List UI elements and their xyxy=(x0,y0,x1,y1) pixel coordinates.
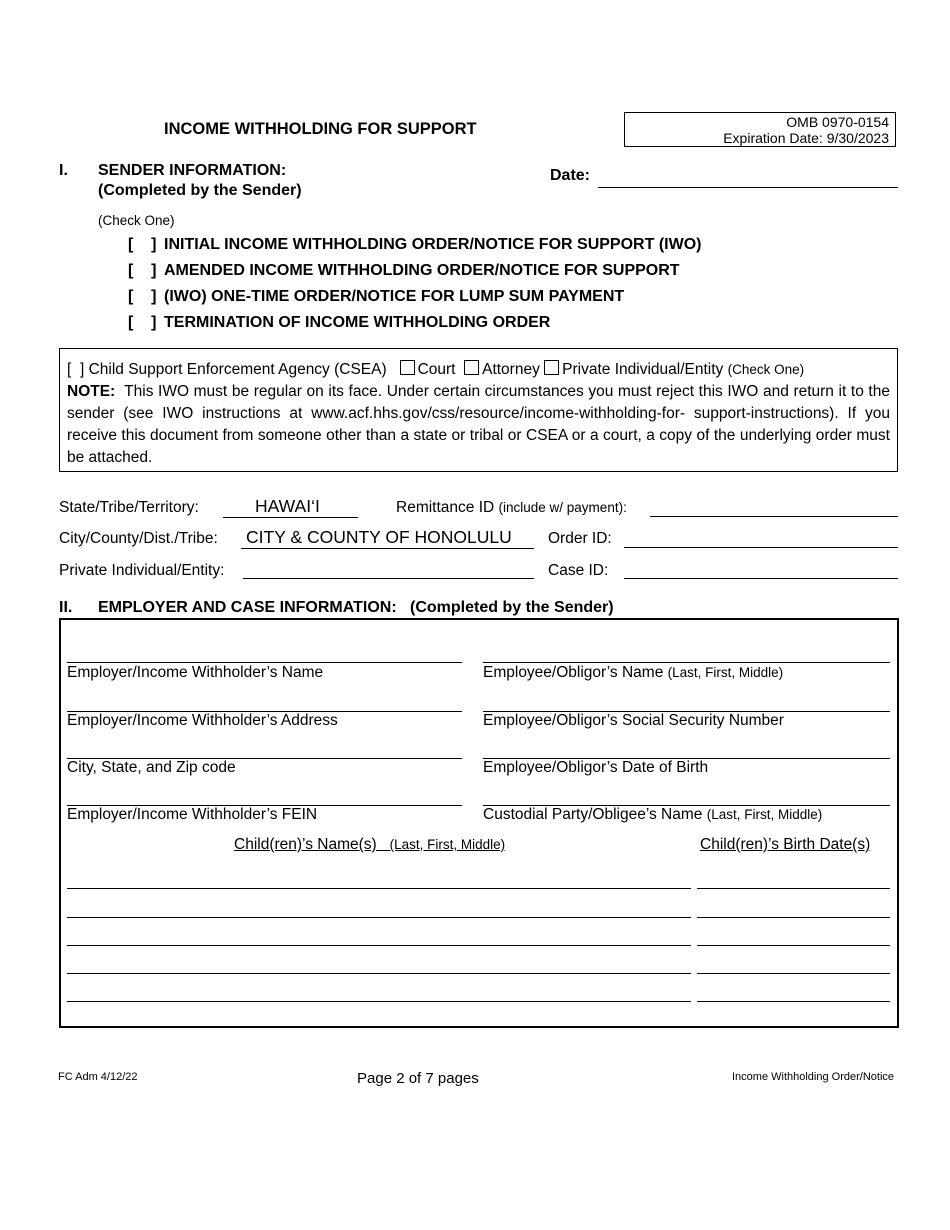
employee-name-hint: (Last, First, Middle) xyxy=(667,665,784,680)
option-label: INITIAL INCOME WITHHOLDING ORDER/NOTICE FOR SUPPORT (IWO) xyxy=(164,236,702,253)
employee-dob-label: Employee/Obligor’s Date of Birth xyxy=(483,759,709,776)
employer-name-field[interactable] xyxy=(67,662,462,663)
employee-ssn-label: Employee/Obligor’s Social Security Number xyxy=(483,712,784,729)
child-name-field[interactable] xyxy=(67,888,691,889)
children-dob-header: Child(ren)’s Birth Date(s) xyxy=(700,836,871,853)
sender-type-box xyxy=(59,348,898,472)
check-one-label: (Check One) xyxy=(98,213,175,228)
option-checkbox[interactable]: [ ] xyxy=(128,314,157,331)
city-field[interactable] xyxy=(241,548,534,549)
private-checkbox[interactable] xyxy=(544,360,559,375)
option-checkbox[interactable]: [ ] xyxy=(128,262,157,279)
note-text: This IWO must be regular on its face. Under certain circumstances you must reject this IWO and return it to the sender (see IWO instructions at www.acf.hhs.gov/css/resource/income-withholding-for- support-instructions). If you receive this document from someone other than a state or tribal or CSEA or a court, a copy of the underlying order must be attached. xyxy=(67,383,890,466)
court-label: Court xyxy=(417,361,456,378)
expiration-date: Expiration Date: 9/30/2023 xyxy=(723,130,889,146)
city-label: City/County/Dist./Tribe: xyxy=(59,530,218,547)
option-termination[interactable] xyxy=(128,314,550,332)
custodial-name-label: Custodial Party/Obligee’s Name (Last, First, Middle) xyxy=(483,806,823,823)
court-checkbox[interactable] xyxy=(400,360,415,375)
section2-subtitle: (Completed by the Sender) xyxy=(410,599,614,616)
child-dob-field[interactable] xyxy=(697,1001,890,1002)
form-title: INCOME WITHHOLDING FOR SUPPORT xyxy=(164,120,477,138)
note-paragraph xyxy=(67,381,890,469)
sender-type-row xyxy=(67,359,890,381)
child-dob-field[interactable] xyxy=(697,888,890,889)
csea-label: Child Support Enforcement Agency (CSEA) xyxy=(88,361,387,378)
child-dob-field[interactable] xyxy=(697,945,890,946)
city-state-zip-label: City, State, and Zip code xyxy=(67,759,236,776)
remittance-hint: (include w/ payment): xyxy=(498,500,627,515)
state-field[interactable] xyxy=(223,517,358,518)
children-names-header: Child(ren)’s Name(s) (Last, First, Middle) xyxy=(234,836,506,853)
order-id-label: Order ID: xyxy=(548,530,612,547)
child-name-field[interactable] xyxy=(67,945,691,946)
remittance-label: Remittance ID (include w/ payment): xyxy=(396,499,627,516)
footer-form-code: FC Adm 4/12/22 xyxy=(58,1071,138,1083)
section2-title-row xyxy=(98,599,614,617)
city-value: CITY & COUNTY OF HONOLULU xyxy=(246,527,512,547)
employer-name-label: Employer/Income Withholder’s Name xyxy=(67,664,324,681)
csea-checkbox[interactable]: [ ] xyxy=(67,361,85,378)
omb-box xyxy=(624,112,896,147)
check-one-hint: (Check One) xyxy=(727,362,805,377)
option-checkbox[interactable]: [ ] xyxy=(128,288,157,305)
section1-subtitle: (Completed by the Sender) xyxy=(98,182,302,199)
option-label: (IWO) ONE-TIME ORDER/NOTICE FOR LUMP SUM PAYMENT xyxy=(164,288,625,305)
note-label: NOTE: xyxy=(67,383,116,400)
employer-case-box xyxy=(59,618,899,1028)
employee-name-label: Employee/Obligor’s Name (Last, First, Middle) xyxy=(483,664,784,681)
option-amended[interactable] xyxy=(128,262,680,280)
employer-fein-label: Employer/Income Withholder’s FEIN xyxy=(67,806,318,823)
option-label: AMENDED INCOME WITHHOLDING ORDER/NOTICE FOR SUPPORT xyxy=(164,262,680,279)
option-label: TERMINATION OF INCOME WITHHOLDING ORDER xyxy=(164,314,551,331)
remittance-field[interactable] xyxy=(650,516,898,517)
footer-page-number: Page 2 of 7 pages xyxy=(357,1070,479,1087)
children-names-hint: (Last, First, Middle) xyxy=(389,837,506,852)
employer-address-label: Employer/Income Withholder’s Address xyxy=(67,712,338,729)
attorney-checkbox[interactable] xyxy=(464,360,479,375)
section2-number: II. xyxy=(59,599,73,616)
private-entity-field[interactable] xyxy=(243,578,534,579)
option-initial[interactable] xyxy=(128,236,701,254)
omb-number: OMB 0970-0154 xyxy=(786,114,889,130)
option-one-time[interactable] xyxy=(128,288,624,306)
order-id-field[interactable] xyxy=(624,547,898,548)
footer-form-name: Income Withholding Order/Notice xyxy=(732,1071,895,1083)
section1-number: I. xyxy=(59,162,68,179)
state-value: HAWAI‘I xyxy=(255,496,320,516)
option-checkbox[interactable]: [ ] xyxy=(128,236,157,253)
child-dob-field[interactable] xyxy=(697,973,890,974)
date-field[interactable] xyxy=(598,187,898,188)
child-dob-field[interactable] xyxy=(697,917,890,918)
case-id-field[interactable] xyxy=(624,578,898,579)
private-entity-label: Private Individual/Entity: xyxy=(59,562,225,579)
custodial-name-hint: (Last, First, Middle) xyxy=(706,807,823,822)
date-label: Date: xyxy=(550,167,591,184)
case-id-label: Case ID: xyxy=(548,562,609,579)
section2-title: EMPLOYER AND CASE INFORMATION: xyxy=(98,599,397,616)
section1-title: SENDER INFORMATION: xyxy=(98,162,287,179)
child-name-field[interactable] xyxy=(67,973,691,974)
attorney-label: Attorney xyxy=(482,361,540,378)
child-name-field[interactable] xyxy=(67,917,691,918)
child-name-field[interactable] xyxy=(67,1001,691,1002)
employee-name-field[interactable] xyxy=(483,662,890,663)
private-label: Private Individual/Entity xyxy=(562,361,724,378)
state-label: State/Tribe/Territory: xyxy=(59,499,199,516)
